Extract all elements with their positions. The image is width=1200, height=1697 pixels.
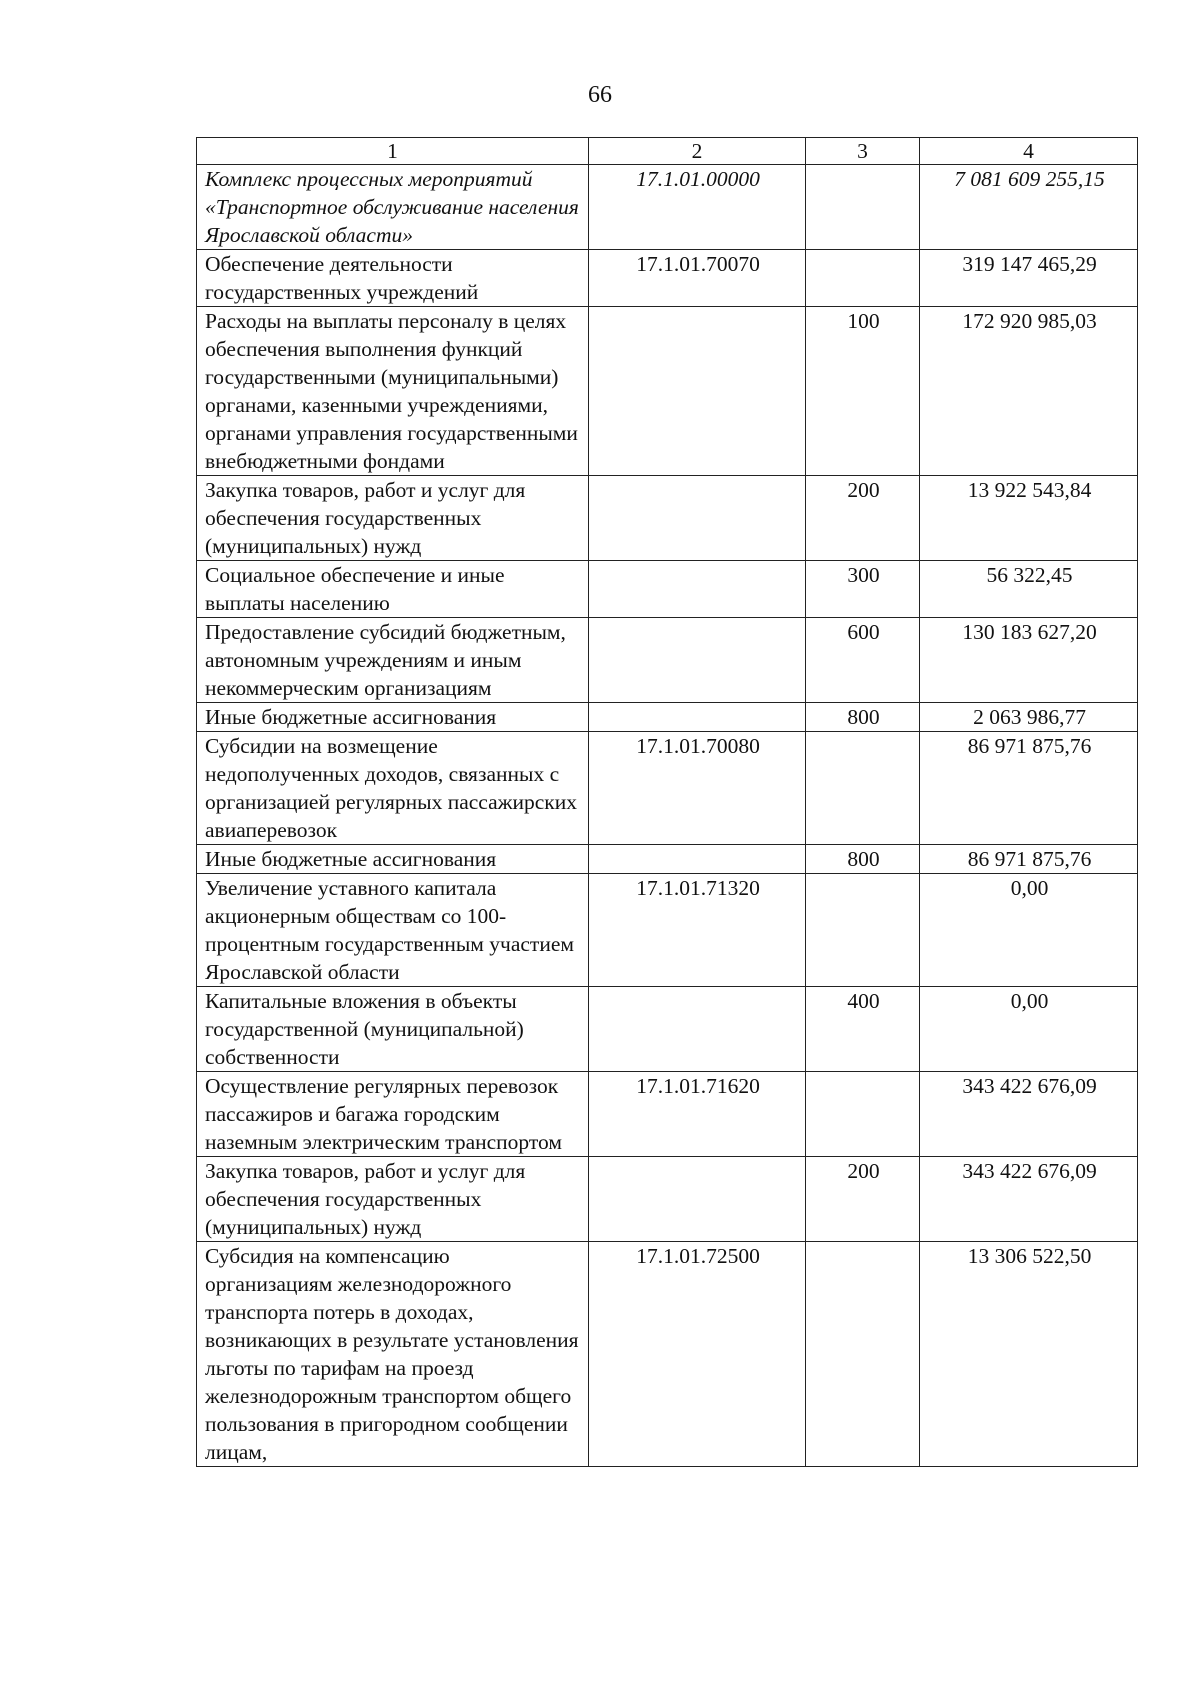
row-amount-cell: 56 322,45 bbox=[920, 561, 1138, 618]
row-amount-cell: 13 922 543,84 bbox=[920, 476, 1138, 561]
row-code-cell bbox=[589, 987, 806, 1072]
header-col-3: 3 bbox=[806, 138, 920, 165]
header-col-2: 2 bbox=[589, 138, 806, 165]
row-code-cell: 17.1.01.71620 bbox=[589, 1072, 806, 1157]
row-code-cell: 17.1.01.00000 bbox=[589, 165, 806, 250]
table-row bbox=[197, 476, 1138, 561]
row-kvr-cell: 300 bbox=[806, 561, 920, 618]
table-header-row bbox=[197, 138, 1138, 165]
table-row bbox=[197, 1157, 1138, 1242]
row-kvr-cell: 200 bbox=[806, 1157, 920, 1242]
table-row bbox=[197, 250, 1138, 307]
row-code-cell: 17.1.01.72500 bbox=[589, 1242, 806, 1467]
row-amount-cell: 319 147 465,29 bbox=[920, 250, 1138, 307]
row-amount-cell: 86 971 875,76 bbox=[920, 732, 1138, 845]
row-amount-cell: 343 422 676,09 bbox=[920, 1072, 1138, 1157]
row-amount-cell: 86 971 875,76 bbox=[920, 845, 1138, 874]
row-kvr-cell: 800 bbox=[806, 845, 920, 874]
row-code-cell: 17.1.01.71320 bbox=[589, 874, 806, 987]
row-code-cell bbox=[589, 618, 806, 703]
header-col-1: 1 bbox=[197, 138, 589, 165]
row-amount-cell: 343 422 676,09 bbox=[920, 1157, 1138, 1242]
row-amount-cell: 2 063 986,77 bbox=[920, 703, 1138, 732]
row-code-cell bbox=[589, 1157, 806, 1242]
table-row bbox=[197, 845, 1138, 874]
header-col-4: 4 bbox=[920, 138, 1138, 165]
row-name-cell: Расходы на выплаты персоналу в целях обеспечения выполнения функций государственными (муниципальными) органами, казенными учреждениями, органами управления государственными внебюджетными фондами bbox=[197, 307, 589, 476]
table-body bbox=[197, 165, 1138, 1467]
row-name-cell: Социальное обеспечение и иные выплаты населению bbox=[197, 561, 589, 618]
row-kvr-cell bbox=[806, 250, 920, 307]
row-name-cell: Закупка товаров, работ и услуг для обеспечения государственных (муниципальных) нужд bbox=[197, 476, 589, 561]
row-kvr-cell: 400 bbox=[806, 987, 920, 1072]
row-kvr-cell bbox=[806, 1072, 920, 1157]
table-row bbox=[197, 307, 1138, 476]
row-code-cell bbox=[589, 476, 806, 561]
budget-table bbox=[196, 137, 1138, 1467]
row-kvr-cell bbox=[806, 874, 920, 987]
row-name-cell: Предоставление субсидий бюджетным, автономным учреждениям и иным некоммерческим организациям bbox=[197, 618, 589, 703]
row-amount-cell: 0,00 bbox=[920, 987, 1138, 1072]
table-row bbox=[197, 561, 1138, 618]
row-name-cell: Осуществление регулярных перевозок пассажиров и багажа городским наземным электрическим транспортом bbox=[197, 1072, 589, 1157]
row-code-cell: 17.1.01.70080 bbox=[589, 732, 806, 845]
table-row bbox=[197, 618, 1138, 703]
table-row bbox=[197, 874, 1138, 987]
row-kvr-cell: 600 bbox=[806, 618, 920, 703]
row-name-cell: Увеличение уставного капитала акционерным обществам со 100-процентным государственным участием Ярославской области bbox=[197, 874, 589, 987]
row-kvr-cell bbox=[806, 1242, 920, 1467]
row-amount-cell: 130 183 627,20 bbox=[920, 618, 1138, 703]
row-name-cell: Комплекс процессных мероприятий «Транспортное обслуживание населения Ярославской области» bbox=[197, 165, 589, 250]
page-number: 66 bbox=[588, 82, 612, 108]
row-kvr-cell: 100 bbox=[806, 307, 920, 476]
table-row bbox=[197, 703, 1138, 732]
row-kvr-cell bbox=[806, 732, 920, 845]
row-amount-cell: 172 920 985,03 bbox=[920, 307, 1138, 476]
row-code-cell bbox=[589, 703, 806, 732]
row-amount-cell: 13 306 522,50 bbox=[920, 1242, 1138, 1467]
row-kvr-cell bbox=[806, 165, 920, 250]
table-row bbox=[197, 987, 1138, 1072]
row-code-cell: 17.1.01.70070 bbox=[589, 250, 806, 307]
row-name-cell: Субсидии на возмещение недополученных доходов, связанных с организацией регулярных пассажирских авиаперевозок bbox=[197, 732, 589, 845]
row-name-cell: Закупка товаров, работ и услуг для обеспечения государственных (муниципальных) нужд bbox=[197, 1157, 589, 1242]
row-kvr-cell: 800 bbox=[806, 703, 920, 732]
table-row bbox=[197, 1072, 1138, 1157]
table-row bbox=[197, 1242, 1138, 1467]
row-amount-cell: 0,00 bbox=[920, 874, 1138, 987]
row-name-cell: Субсидия на компенсацию организациям железнодорожного транспорта потерь в доходах, возникающих в результате установления льготы по тарифам на проезд железнодорожным транспортом общего пользования в пригородном сообщении лицам, bbox=[197, 1242, 589, 1467]
row-code-cell bbox=[589, 561, 806, 618]
row-name-cell: Иные бюджетные ассигнования bbox=[197, 845, 589, 874]
row-code-cell bbox=[589, 845, 806, 874]
row-name-cell: Капитальные вложения в объекты государственной (муниципальной) собственности bbox=[197, 987, 589, 1072]
row-kvr-cell: 200 bbox=[806, 476, 920, 561]
row-name-cell: Иные бюджетные ассигнования bbox=[197, 703, 589, 732]
row-name-cell: Обеспечение деятельности государственных учреждений bbox=[197, 250, 589, 307]
table-row bbox=[197, 732, 1138, 845]
row-code-cell bbox=[589, 307, 806, 476]
table-row bbox=[197, 165, 1138, 250]
row-amount-cell: 7 081 609 255,15 bbox=[920, 165, 1138, 250]
